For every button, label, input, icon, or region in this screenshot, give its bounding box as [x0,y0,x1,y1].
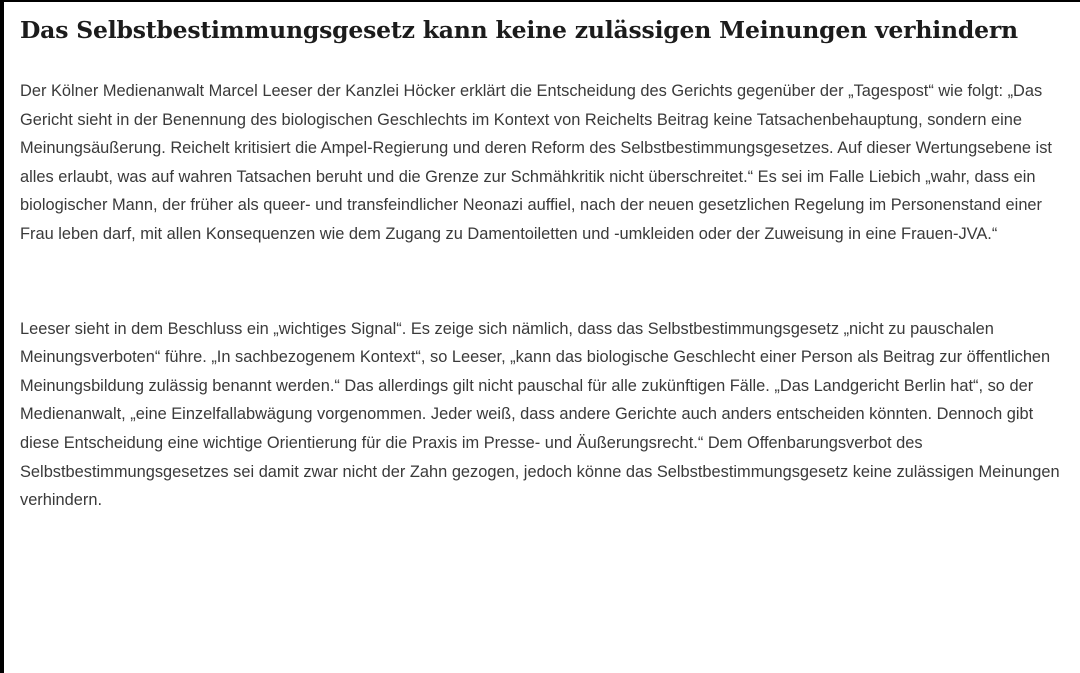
article-headline: Das Selbstbestimmungsgesetz kann keine zulässigen Meinungen verhindern [20,16,1018,44]
article-body [20,12,1076,515]
article-paragraph-1: Der Kölner Medienanwalt Marcel Leeser der Kanzlei Höcker erklärt die Entscheidung des Gerichts gegenüber der „Tagespost“ wie folgt: „Das Gericht sieht in der Benennung des biologischen Geschlechts im Kontext von Reichelts Beitrag keine Tatsachenbehauptung, sondern eine Meinungsäußerung. Reichelt kritisiert die Ampel-Regierung und deren Reform des Selbstbestimmungsgesetzes. Auf dieser Wertungsebene ist alles erlaubt, was auf wahren Tatsachen beruht und die Grenze zur Schmähkritik nicht überschreitet.“ Es sei im Falle Liebich „wahr, dass ein biologischer Mann, der früher als queer- und transfeindlicher Neonazi auffiel, nach der neuen gesetzlichen Regelung im Personenstand einer Frau leben darf, mit allen Konsequenzen wie dem Zugang zu Damentoiletten und -umkleiden oder der Zuweisung in eine Frauen-JVA.“ [20,82,1052,243]
article-paragraph-2: Leeser sieht in dem Beschluss ein „wichtiges Signal“. Es zeige sich nämlich, dass das Selbstbestimmungsgesetz „nicht zu pauschalen Meinungsverboten“ führe. „In sachbezogenem Kontext“, so Leeser, „kann das biologische Geschlecht einer Person als Beitrag zur öffentlichen Meinungsbildung zulässig benannt werden.“ Das allerdings gilt nicht pauschal für alle zukünftigen Fälle. „Das Landgericht Berlin hat“, so der Medienanwalt, „eine Einzelfallabwägung vorgenommen. Jeder weiß, dass andere Gerichte auch anders entscheiden könnten. Dennoch gibt diese Entscheidung eine wichtige Orientierung für die Praxis im Presse- und Äußerungsrecht.“ Dem Offenbarungsverbot des Selbstbestimmungsgesetzes sei damit zwar nicht der Zahn gezogen, jedoch könne das Selbstbestimmungsgesetz keine zulässigen Meinungen verhindern. [20,319,1060,510]
